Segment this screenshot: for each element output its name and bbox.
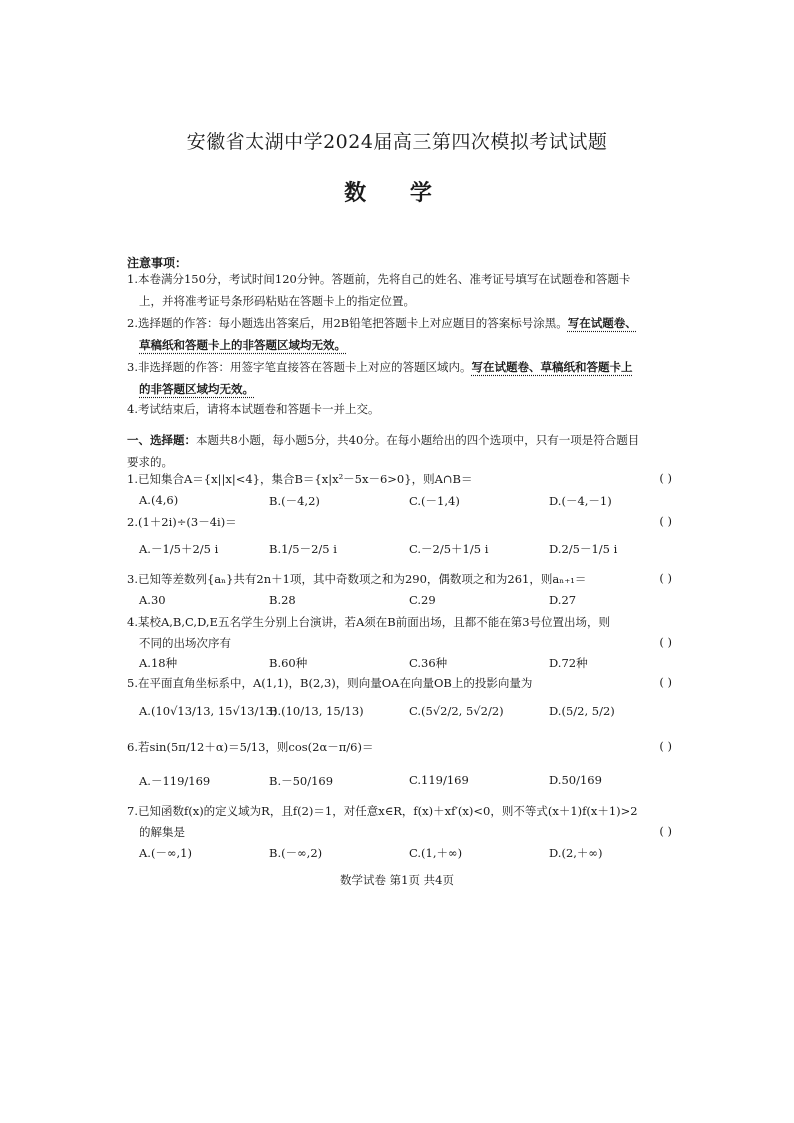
question-7-stem-cont: 的解集是 — [139, 825, 185, 839]
q5-option-d: D.(5/2, 5/2) — [549, 704, 615, 718]
question-4-stem-cont: 不同的出场次序有 — [139, 636, 231, 650]
answer-paren-7: ( ) — [659, 824, 672, 838]
q6-option-a: A.－119/169 — [139, 774, 211, 788]
answer-paren-6: ( ) — [659, 739, 672, 753]
exam-title: 安徽省太湖中学2024届高三第四次模拟考试试题 — [186, 131, 608, 153]
notes-heading: 注意事项： — [127, 256, 188, 270]
q7-option-a: A.(－∞,1) — [139, 846, 192, 860]
q6-option-c: C.119/169 — [409, 773, 469, 787]
answer-paren-3: ( ) — [659, 571, 672, 585]
q1-option-a: A.(4,6) — [139, 493, 179, 507]
q5-option-c: C.(5√2/2, 5√2/2) — [409, 704, 504, 718]
answer-paren-2: ( ) — [659, 514, 672, 528]
answer-paren-4: ( ) — [659, 635, 672, 649]
note-1: 1.本卷满分150分，考试时间120分钟。答题前，先将自己的姓名、准考证号填写在试题卷和答题卡 上，并将准考证号条形码粘贴在答题卡上的指定位置。 — [127, 272, 631, 308]
q1-option-d: D.(－4,－1) — [549, 494, 612, 508]
q2-option-c: C.－2/5＋1/5 i — [409, 542, 489, 556]
q6-option-d: D.50/169 — [549, 773, 602, 787]
answer-paren-5: ( ) — [659, 675, 672, 689]
q2-option-b: B.1/5－2/5 i — [269, 542, 337, 556]
q4-option-b: B.60种 — [269, 656, 308, 670]
q7-option-c: C.(1,＋∞) — [409, 846, 463, 860]
question-1-stem: 1.已知集合A＝{x||x|<4}，集合B＝{x|x²－5x－6>0}，则A∩B＝ — [127, 472, 473, 486]
note-2: 2.选择题的作答：每小题选出答案后，用2B铅笔把答题卡上对应题目的答案标号涂黑。写在试题卷、 草稿纸和答题卡上的非答题区域均无效。 — [127, 316, 637, 352]
note-3: 3.非选择题的作答：用签字笔直接答在答题卡上对应的答题区域内。写在试题卷、草稿纸和答题卡上 的非答题区域均无效。 — [127, 360, 633, 396]
q1-option-b: B.(－4,2) — [269, 494, 320, 508]
q2-option-a: A.－1/5＋2/5 i — [139, 542, 219, 556]
q3-option-d: D.27 — [549, 593, 577, 607]
q7-option-d: D.(2,＋∞) — [549, 846, 603, 860]
subject-title: 数 学 — [344, 180, 450, 206]
q4-option-d: D.72种 — [549, 656, 588, 670]
question-5-stem: 5.在平面直角坐标系中，A(1,1)，B(2,3)，则向量OA在向量OB上的投影向量为 — [127, 676, 533, 690]
q3-option-c: C.29 — [409, 593, 436, 607]
question-3-stem: 3.已知等差数列{aₙ}共有2n＋1项，其中奇数项之和为290，偶数项之和为261，则aₙ₊₁＝ — [127, 572, 587, 586]
q1-option-c: C.(－1,4) — [409, 494, 460, 508]
q3-option-b: B.28 — [269, 593, 296, 607]
q4-option-c: C.36种 — [409, 656, 448, 670]
question-4-stem: 4.某校A,B,C,D,E五名学生分别上台演讲，若A须在B前面出场，且都不能在第3号位置出场，则 — [127, 615, 611, 629]
q7-option-b: B.(－∞,2) — [269, 846, 323, 860]
note-4: 4.考试结束后，请将本试题卷和答题卡一并上交。 — [127, 402, 380, 416]
answer-paren-1: ( ) — [659, 471, 672, 485]
question-6-stem: 6.若sin(5π/12＋α)＝5/13，则cos(2α－π/6)＝ — [127, 740, 374, 754]
q4-option-a: A.18种 — [139, 656, 178, 670]
q6-option-b: B.－50/169 — [269, 774, 334, 788]
section-heading: 一、选择题：本题共8小题，每小题5分，共40分。在每小题给出的四个选项中，只有一项是符合题目 要求的。 — [127, 433, 640, 469]
question-7-stem: 7.已知函数f(x)的定义域为R，且f(2)＝1，对任意x∈R，f(x)＋xf′(x)<0，则不等式(x＋1)f(x＋1)>2 — [127, 804, 638, 818]
q2-option-d: D.2/5－1/5 i — [549, 542, 618, 556]
question-2-stem: 2.(1＋2i)÷(3－4i)＝ — [127, 515, 237, 529]
q5-option-b: B.(10/13, 15/13) — [269, 704, 364, 718]
q5-option-a: A.(10√13/13, 15√13/13) — [139, 704, 278, 718]
q3-option-a: A.30 — [139, 593, 166, 607]
page-footer: 数学试卷 第1页 共4页 — [340, 873, 454, 887]
